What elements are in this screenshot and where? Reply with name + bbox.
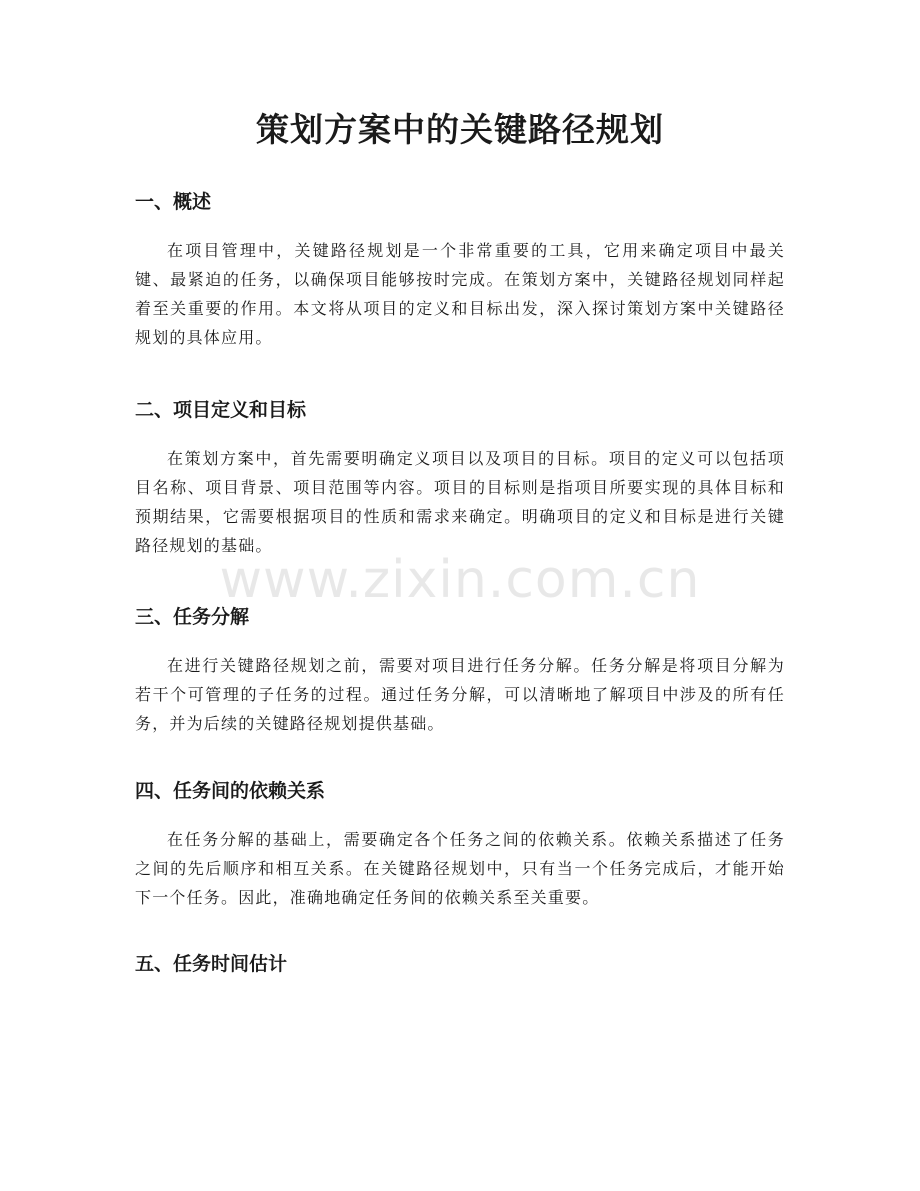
section-paragraph: 在任务分解的基础上，需要确定各个任务之间的依赖关系。依赖关系描述了任务之间的先后顺序和相互关系。在关键路径规划中，只有当一个任务完成后，才能开始下一个任务。因此，准确地确定任务间的依赖关系至关重要。 <box>135 830 785 907</box>
section-heading: 五、任务时间估计 <box>135 953 288 975</box>
watermark: www.zixin.com.cn <box>219 550 701 610</box>
section-paragraph: 在项目管理中，关键路径规划是一个非常重要的工具，它用来确定项目中最关键、最紧迫的任务，以确保项目能够按时完成。在策划方案中，关键路径规划同样起着至关重要的作用。本文将从项目的定义和目标出发，深入探讨策划方案中关键路径规划的具体应用。 <box>135 241 785 347</box>
section-heading: 三、任务分解 <box>135 606 250 628</box>
document-title: 策划方案中的关键路径规划 <box>256 110 664 149</box>
section-heading: 二、项目定义和目标 <box>135 399 307 421</box>
section-overview <box>135 188 785 352</box>
section-heading: 四、任务间的依赖关系 <box>135 780 326 802</box>
section-time-estimate <box>135 950 785 978</box>
section-paragraph: 在策划方案中，首先需要明确定义项目以及项目的目标。项目的定义可以包括项目名称、项目背景、项目范围等内容。项目的目标则是指项目所要实现的具体目标和预期结果，它需要根据项目的性质和需求来确定。明确项目的定义和目标是进行关键路径规划的基础。 <box>135 449 785 555</box>
section-task-dependencies <box>135 777 785 912</box>
section-project-definition <box>135 396 785 560</box>
section-paragraph: 在进行关键路径规划之前，需要对项目进行任务分解。任务分解是将项目分解为若干个可管理的子任务的过程。通过任务分解，可以清晰地了解项目中涉及的所有任务，并为后续的关键路径规划提供基础。 <box>135 656 785 733</box>
section-heading: 一、概述 <box>135 191 212 213</box>
section-task-breakdown <box>135 603 785 738</box>
